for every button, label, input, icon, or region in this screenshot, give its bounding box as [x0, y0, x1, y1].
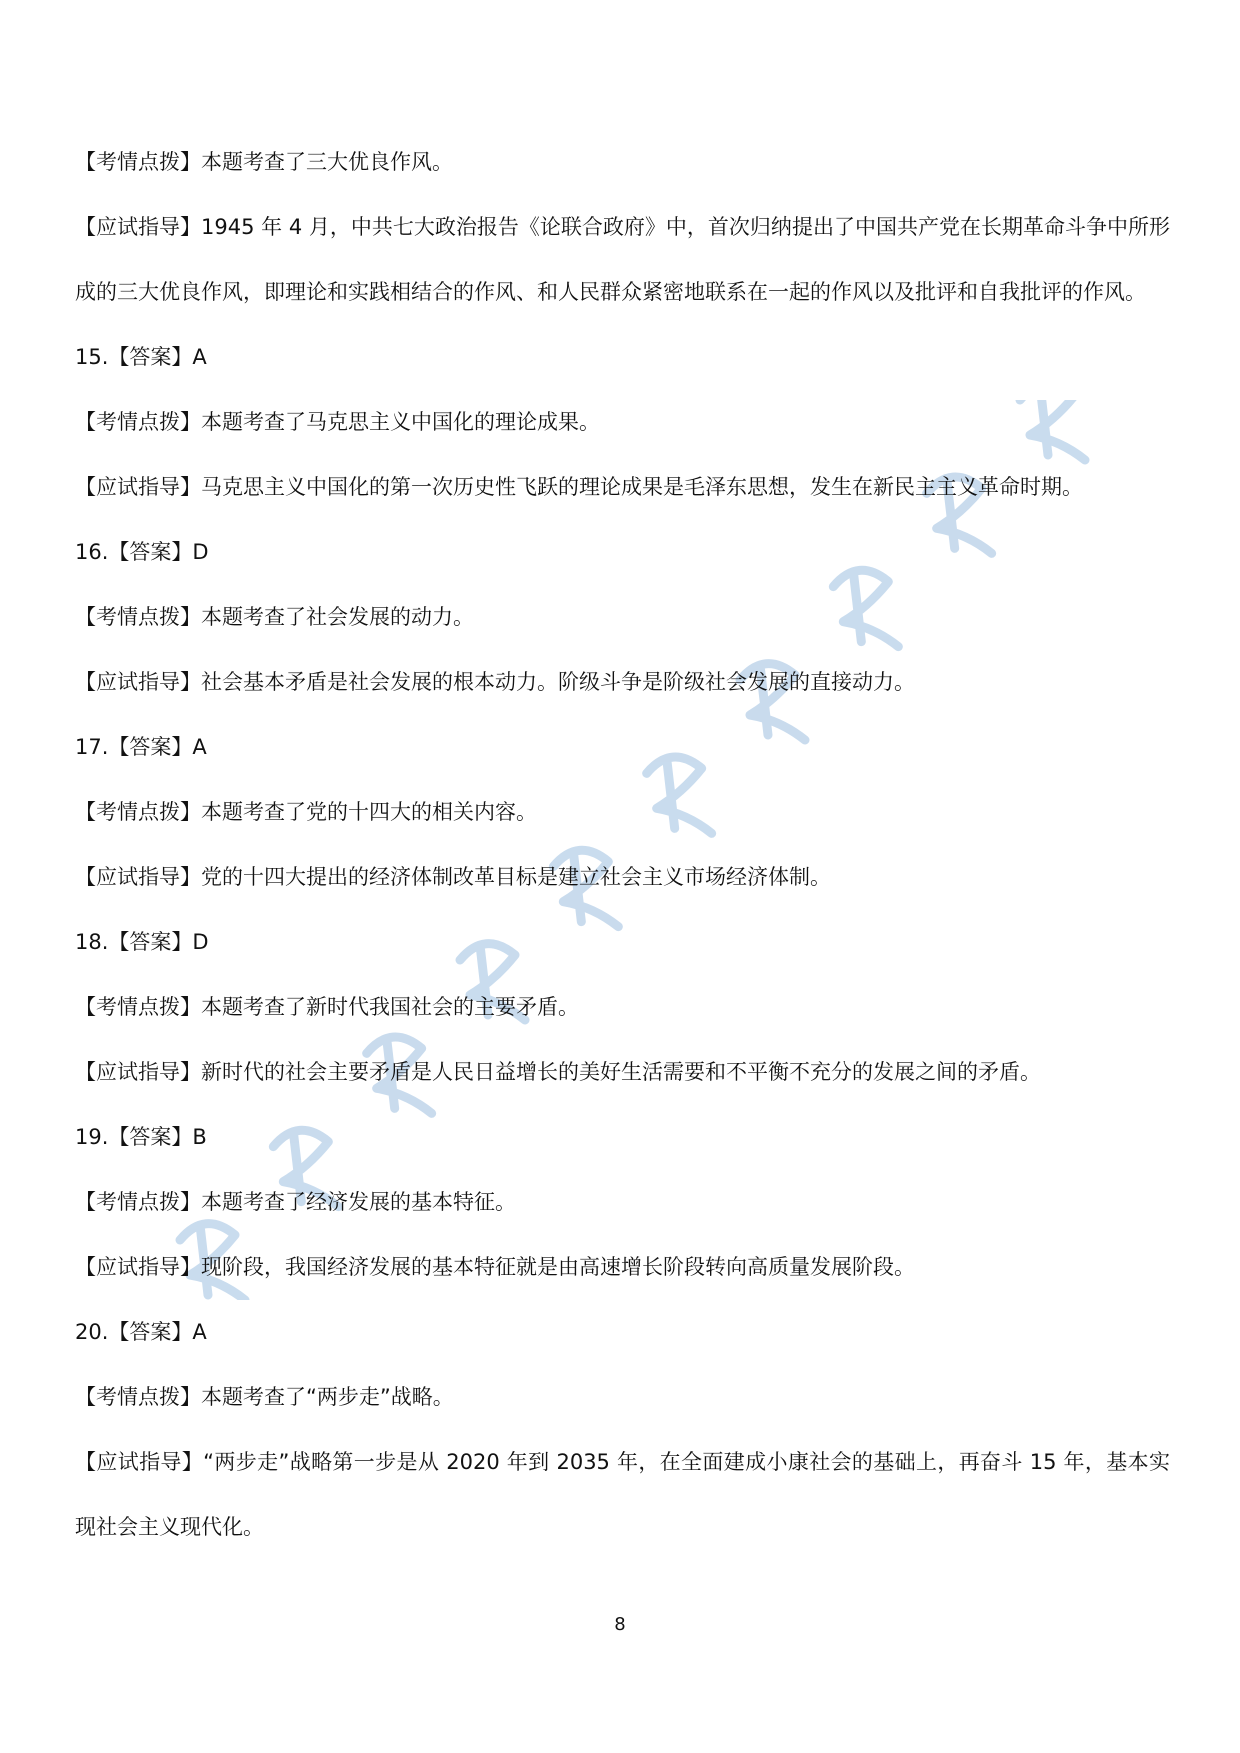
analysis-18: 【考情点拨】本题考查了新时代我国社会的主要矛盾。: [75, 995, 579, 1019]
page-number: 8: [614, 1614, 626, 1635]
guidance-18: 【应试指导】新时代的社会主要矛盾是人民日益增长的美好生活需要和不平衡不充分的发展之间的矛盾。: [75, 1060, 1041, 1084]
answer-20: 20.【答案】A: [75, 1320, 207, 1344]
analysis-17: 【考情点拨】本题考查了党的十四大的相关内容。: [75, 800, 537, 824]
guidance-20: 【应试指导】“两步走”战略第一步是从 2020 年到 2035 年，在全面建成小康社会的基础上，再奋斗 15 年，基本实现社会主义现代化。: [75, 1450, 1170, 1539]
answer-16: 16.【答案】D: [75, 540, 209, 564]
analysis-15: 【考情点拨】本题考查了马克思主义中国化的理论成果。: [75, 410, 600, 434]
analysis-20: 【考情点拨】本题考查了“两步走”战略。: [75, 1385, 454, 1409]
answer-18: 18.【答案】D: [75, 930, 209, 954]
guidance-19: 【应试指导】现阶段，我国经济发展的基本特征就是由高速增长阶段转向高质量发展阶段。: [75, 1255, 915, 1279]
analysis-19: 【考情点拨】本题考查了经济发展的基本特征。: [75, 1190, 516, 1214]
analysis-16: 【考情点拨】本题考查了社会发展的动力。: [75, 605, 474, 629]
guidance-17: 【应试指导】党的十四大提出的经济体制改革目标是建立社会主义市场经济体制。: [75, 865, 831, 889]
answer-15: 15.【答案】A: [75, 345, 207, 369]
answer-19: 19.【答案】B: [75, 1125, 207, 1149]
analysis-14: 【考情点拨】本题考查了三大优良作风。: [75, 150, 453, 174]
document-body: [75, 130, 1170, 1560]
guidance-16: 【应试指导】社会基本矛盾是社会发展的根本动力。阶级斗争是阶级社会发展的直接动力。: [75, 670, 915, 694]
answer-17: 17.【答案】A: [75, 735, 207, 759]
guidance-14: 【应试指导】1945 年 4 月，中共七大政治报告《论联合政府》中，首次归纳提出了中国共产党在长期革命斗争中所形成的三大优良作风，即理论和实践相结合的作风、和人民群众紧密地联系在一起的作风以及批评和自我批评的作风。: [75, 215, 1170, 304]
guidance-15: 【应试指导】马克思主义中国化的第一次历史性飞跃的理论成果是毛泽东思想，发生在新民主主义革命时期。: [75, 475, 1083, 499]
